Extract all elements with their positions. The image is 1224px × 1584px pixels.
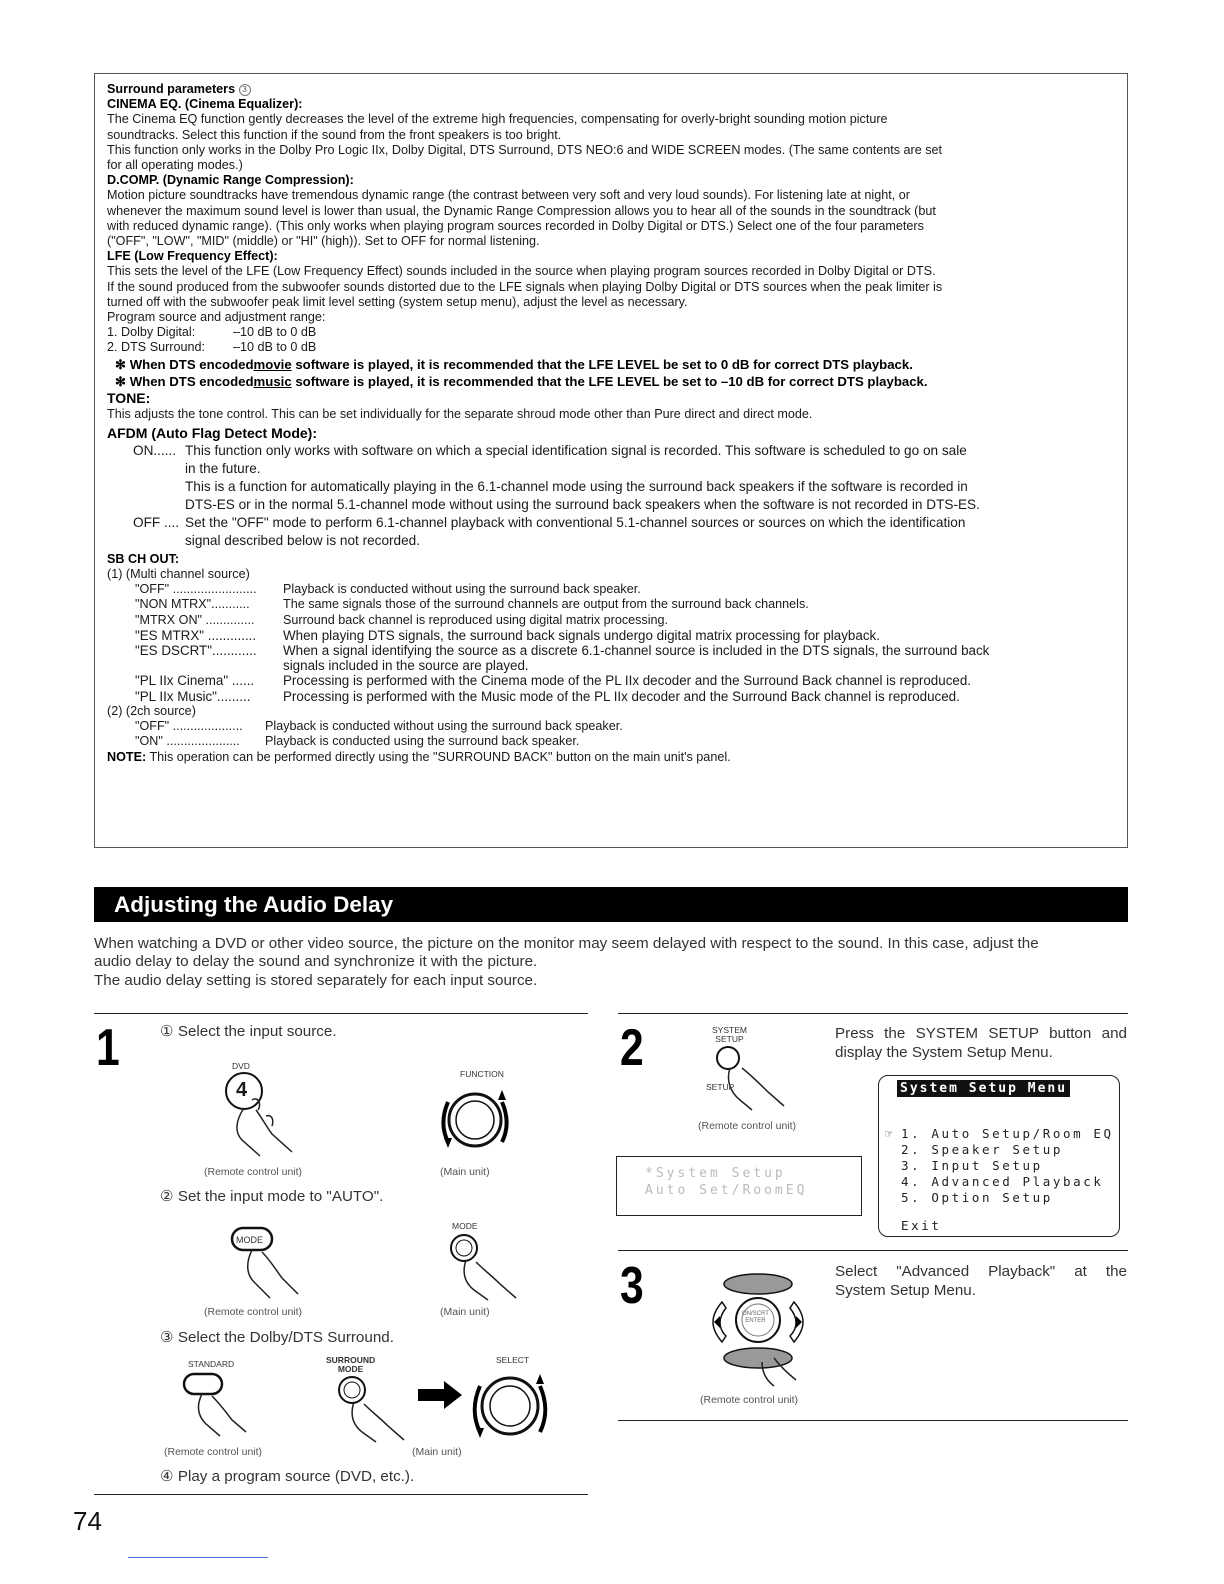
step1-top-rule: [94, 1013, 588, 1014]
step1-instruction-4: ④ Play a program source (DVD, etc.).: [160, 1468, 415, 1485]
sbch-option: "ES MTRX" ............. When playing DTS signals, the surround back signals undergo digital matrix processing for playback.: [135, 627, 880, 643]
select-label: SELECT: [496, 1355, 530, 1365]
afdm-on-row-cont: This is a function for automatically playing in the 6.1-channel mode using the surround back speakers if the software is recorded in: [185, 478, 968, 494]
cinema-eq-text: for all operating modes.): [107, 158, 243, 173]
arrow-right-icon: [418, 1380, 464, 1410]
function-label: FUNCTION: [460, 1069, 504, 1079]
mode-knob-hand-icon: [444, 1232, 524, 1302]
dcomp-text: with reduced dynamic range). (This only works when playing program sources recorded in Dolby Digital or DTS.) Select one of the four parameters: [107, 218, 924, 233]
menu-title: System Setup Menu: [897, 1080, 1070, 1097]
sbch-option-cont: signals included in the source are played.: [283, 658, 529, 674]
cinema-eq-text: This function only works in the Dolby Pro Logic IIx, Dolby Digital, DTS Surround, DTS NEO:6 and WIDE SCREEN modes. (The same contents are set: [107, 142, 943, 157]
sbch-option: "OFF" ........................ Playback is conducted without using the surround back speaker.: [135, 582, 641, 597]
standard-label: STANDARD: [188, 1359, 235, 1369]
lfe-text: Program source and adjustment range:: [107, 310, 326, 325]
lcd-display: [616, 1156, 862, 1216]
dvd-label: DVD: [232, 1061, 250, 1071]
lfe-heading: LFE (Low Frequency Effect):: [107, 249, 278, 264]
sbch-option: "NON MTRX"........... The same signals those of the surround channels are output from the surround back channels.: [135, 597, 809, 612]
step2-text: display the System Setup Menu.: [835, 1044, 1053, 1061]
dvd-key-hand-icon: [222, 1070, 302, 1160]
lfe-warning-music: ✻ When DTS encodedmusic software is played, it is recommended that the LFE LEVEL be set to –10 dB for correct DTS playback.: [115, 373, 928, 389]
afdm-on-row-cont: in the future.: [185, 460, 261, 476]
params-title: Surround parameters 3: [107, 82, 1117, 97]
lfe-range-dolby: 1. Dolby Digital: –10 dB to 0 dB: [107, 325, 317, 340]
remote-caption: (Remote control unit): [204, 1166, 303, 1178]
sbch-option: "OFF" .................... Playback is conducted without using the surround back speaker.: [135, 719, 623, 734]
standard-button-hand-icon[interactable]: [176, 1370, 256, 1440]
menu-item-auto-setup[interactable]: 1. Auto Setup/Room EQ: [901, 1126, 1114, 1141]
dcomp-text: Motion picture soundtracks have tremendous dynamic range (the contrast between very soft and very loud sounds). For listening late at night, or: [107, 188, 910, 203]
system-setup-label: SYSTEM SETUP: [712, 1025, 747, 1044]
setup-button[interactable]: SETUP: [706, 1082, 735, 1092]
step3-bottom-rule: [618, 1420, 1128, 1421]
mode-button[interactable]: MODE: [236, 1235, 263, 1245]
cinema-eq-text: soundtracks. Select this function if the sound from the front speakers is too bright.: [107, 127, 562, 142]
main-caption: (Main unit): [440, 1306, 490, 1318]
sbch-option: "ES DSCRT"............ When a signal identifying the source as a discrete 6.1-channel source is included in the DTS signals, the surround back: [135, 643, 990, 659]
step2-top-rule: [618, 1013, 1128, 1014]
lcd-line: *System Setup: [645, 1166, 786, 1181]
sbch-multi-label: (1) (Multi channel source): [107, 567, 250, 582]
step3-top-rule: [618, 1250, 1128, 1251]
afdm-off-row: OFF .... Set the "OFF" mode to perform 6.1-channel playback with conventional 5.1-channel sources or sources on which the identification: [133, 514, 966, 530]
lfe-text: turned off with the subwoofer peak limit level setting (system setup menu), adjust the level as necessary.: [107, 294, 688, 309]
menu-cursor-icon: ☞: [885, 1126, 896, 1141]
menu-item-exit[interactable]: Exit: [901, 1218, 942, 1233]
sbch-2ch-label: (2) (2ch source): [107, 703, 196, 718]
remote-caption: (Remote control unit): [204, 1306, 303, 1318]
lfe-text: If the sound produced from the subwoofer sounds distorted due to the LFE signals when playing Dolby Digital or DTS sources when the peak limiter is: [107, 279, 943, 294]
step3-text: Select "Advanced Playback" at the: [835, 1263, 1127, 1280]
dcomp-heading: D.COMP. (Dynamic Range Compression):: [107, 173, 354, 188]
sbch-option: "MTRX ON" .............. Surround back channel is reproduced using digital matrix processing.: [135, 612, 669, 627]
step3-text: System Setup Menu.: [835, 1282, 976, 1299]
intro-line: When watching a DVD or other video source, the picture on the monitor may seem delayed with respect to the sound. In this case, adjust the: [94, 935, 1039, 952]
surround-knob-hand-icon[interactable]: [330, 1374, 410, 1444]
cinema-eq-text: The Cinema EQ function gently decreases the level of the extreme high frequencies, compensating for overly-bright sounding motion picture: [107, 112, 888, 127]
dvd-key-4[interactable]: 4: [236, 1079, 248, 1101]
step1-instruction-1: ① Select the input source.: [160, 1023, 337, 1040]
sbch-option: "PL IIx Music"......... Processing is performed with the Music mode of the PL IIx decoder and the Surround Back channel is reproduced.: [135, 688, 960, 704]
select-knob-icon[interactable]: [470, 1362, 550, 1448]
page-number: 74: [73, 1506, 102, 1536]
tone-heading: TONE:: [107, 389, 151, 406]
lfe-warning-movie: ✻ When DTS encodedmovie software is played, it is recommended that the LFE LEVEL be set to 0 dB for correct DTS playback.: [115, 356, 913, 372]
step2-text: Press the SYSTEM SETUP button and: [835, 1025, 1127, 1042]
cinema-eq-heading: CINEMA EQ. (Cinema Equalizer):: [107, 97, 303, 112]
system-setup-menu: [878, 1075, 1120, 1237]
cursor-pad-icon[interactable]: [700, 1262, 830, 1392]
step1-instruction-3: ③ Select the Dolby/DTS Surround.: [160, 1329, 394, 1346]
main-caption: (Main unit): [440, 1166, 490, 1178]
sbch-option: "PL IIx Cinema" ...... Processing is performed with the Cinema mode of the PL IIx decoder and the Surround Back channel is reproduced.: [135, 673, 972, 689]
intro-line: audio delay to delay the sound and synchronize it with the picture.: [94, 953, 538, 971]
surround-parameters-box: [94, 73, 1128, 848]
main-caption: (Main unit): [412, 1446, 462, 1458]
afdm-on-row: ON...... This function only works with software on which a special identification signal is recorded. This software is scheduled to go on sale: [133, 442, 967, 458]
mode-label: MODE: [452, 1221, 478, 1231]
section-title: Adjusting the Audio Delay: [94, 887, 1128, 922]
menu-item-option-setup[interactable]: 5. Option Setup: [901, 1190, 1053, 1205]
step2-number: 2: [620, 1019, 644, 1077]
tone-text: This adjusts the tone control. This can be set individually for the separate shroud mode other than Pure direct and direct mode.: [107, 406, 813, 421]
lcd-line: Auto Set/RoomEQ: [645, 1183, 808, 1198]
afdm-heading: AFDM (Auto Flag Detect Mode):: [107, 424, 317, 441]
circled-number: 3: [239, 84, 251, 96]
footer-divider: [128, 1557, 268, 1558]
sbch-option: "ON" ..................... Playback is conducted using the surround back speaker.: [135, 734, 580, 749]
afdm-off-row-cont: signal described below is not recorded.: [185, 532, 421, 548]
dcomp-text: whenever the maximum sound level is lower than usual, the Dynamic Range Compression allows you to hear all of the sounds in the soundtrack (but: [107, 203, 936, 218]
step1-instruction-2: ② Set the input mode to "AUTO".: [160, 1188, 384, 1205]
step3-number: 3: [620, 1257, 644, 1315]
sbch-heading: SB CH OUT:: [107, 551, 180, 566]
menu-item-advanced-playback[interactable]: 4. Advanced Playback: [901, 1174, 1104, 1189]
lfe-text: This sets the level of the LFE (Low Frequency Effect) sounds included in the source when playing program sources recorded in Dolby Digital or DTS.: [107, 264, 936, 279]
step1-bottom-rule: [94, 1494, 588, 1495]
remote-caption: (Remote control unit): [164, 1446, 263, 1458]
lfe-range-dts: 2. DTS Surround: –10 dB to 0 dB: [107, 340, 317, 355]
afdm-section: [107, 425, 1117, 550]
system-setup-button-hand-icon[interactable]: [702, 1044, 792, 1114]
menu-item-speaker-setup[interactable]: 2. Speaker Setup: [901, 1142, 1064, 1157]
step1-number: 1: [96, 1019, 120, 1077]
section-intro: [94, 935, 1128, 990]
intro-line: The audio delay setting is stored separately for each input source.: [94, 971, 538, 989]
enter-button[interactable]: ON/SCRT ENTER: [742, 1311, 769, 1324]
remote-caption: (Remote control unit): [698, 1120, 797, 1132]
function-knob-icon[interactable]: [440, 1080, 510, 1160]
afdm-on-row-cont: DTS-ES or in the normal 5.1-channel mode without using the surround back speakers when the software is not recorded in DTS-ES.: [185, 496, 980, 512]
dcomp-text: ("OFF", "LOW", "MID" (middle) or "HI" (high)). Set to OFF for normal listening.: [107, 234, 540, 249]
mode-button-hand-icon: [228, 1222, 308, 1302]
surround-mode-label: SURROUND MODE: [326, 1355, 376, 1374]
menu-item-input-setup[interactable]: 3. Input Setup: [901, 1158, 1043, 1173]
note: NOTE: This operation can be performed directly using the "SURROUND BACK" button on the main unit's panel.: [107, 749, 731, 764]
remote-caption: (Remote control unit): [700, 1394, 799, 1406]
